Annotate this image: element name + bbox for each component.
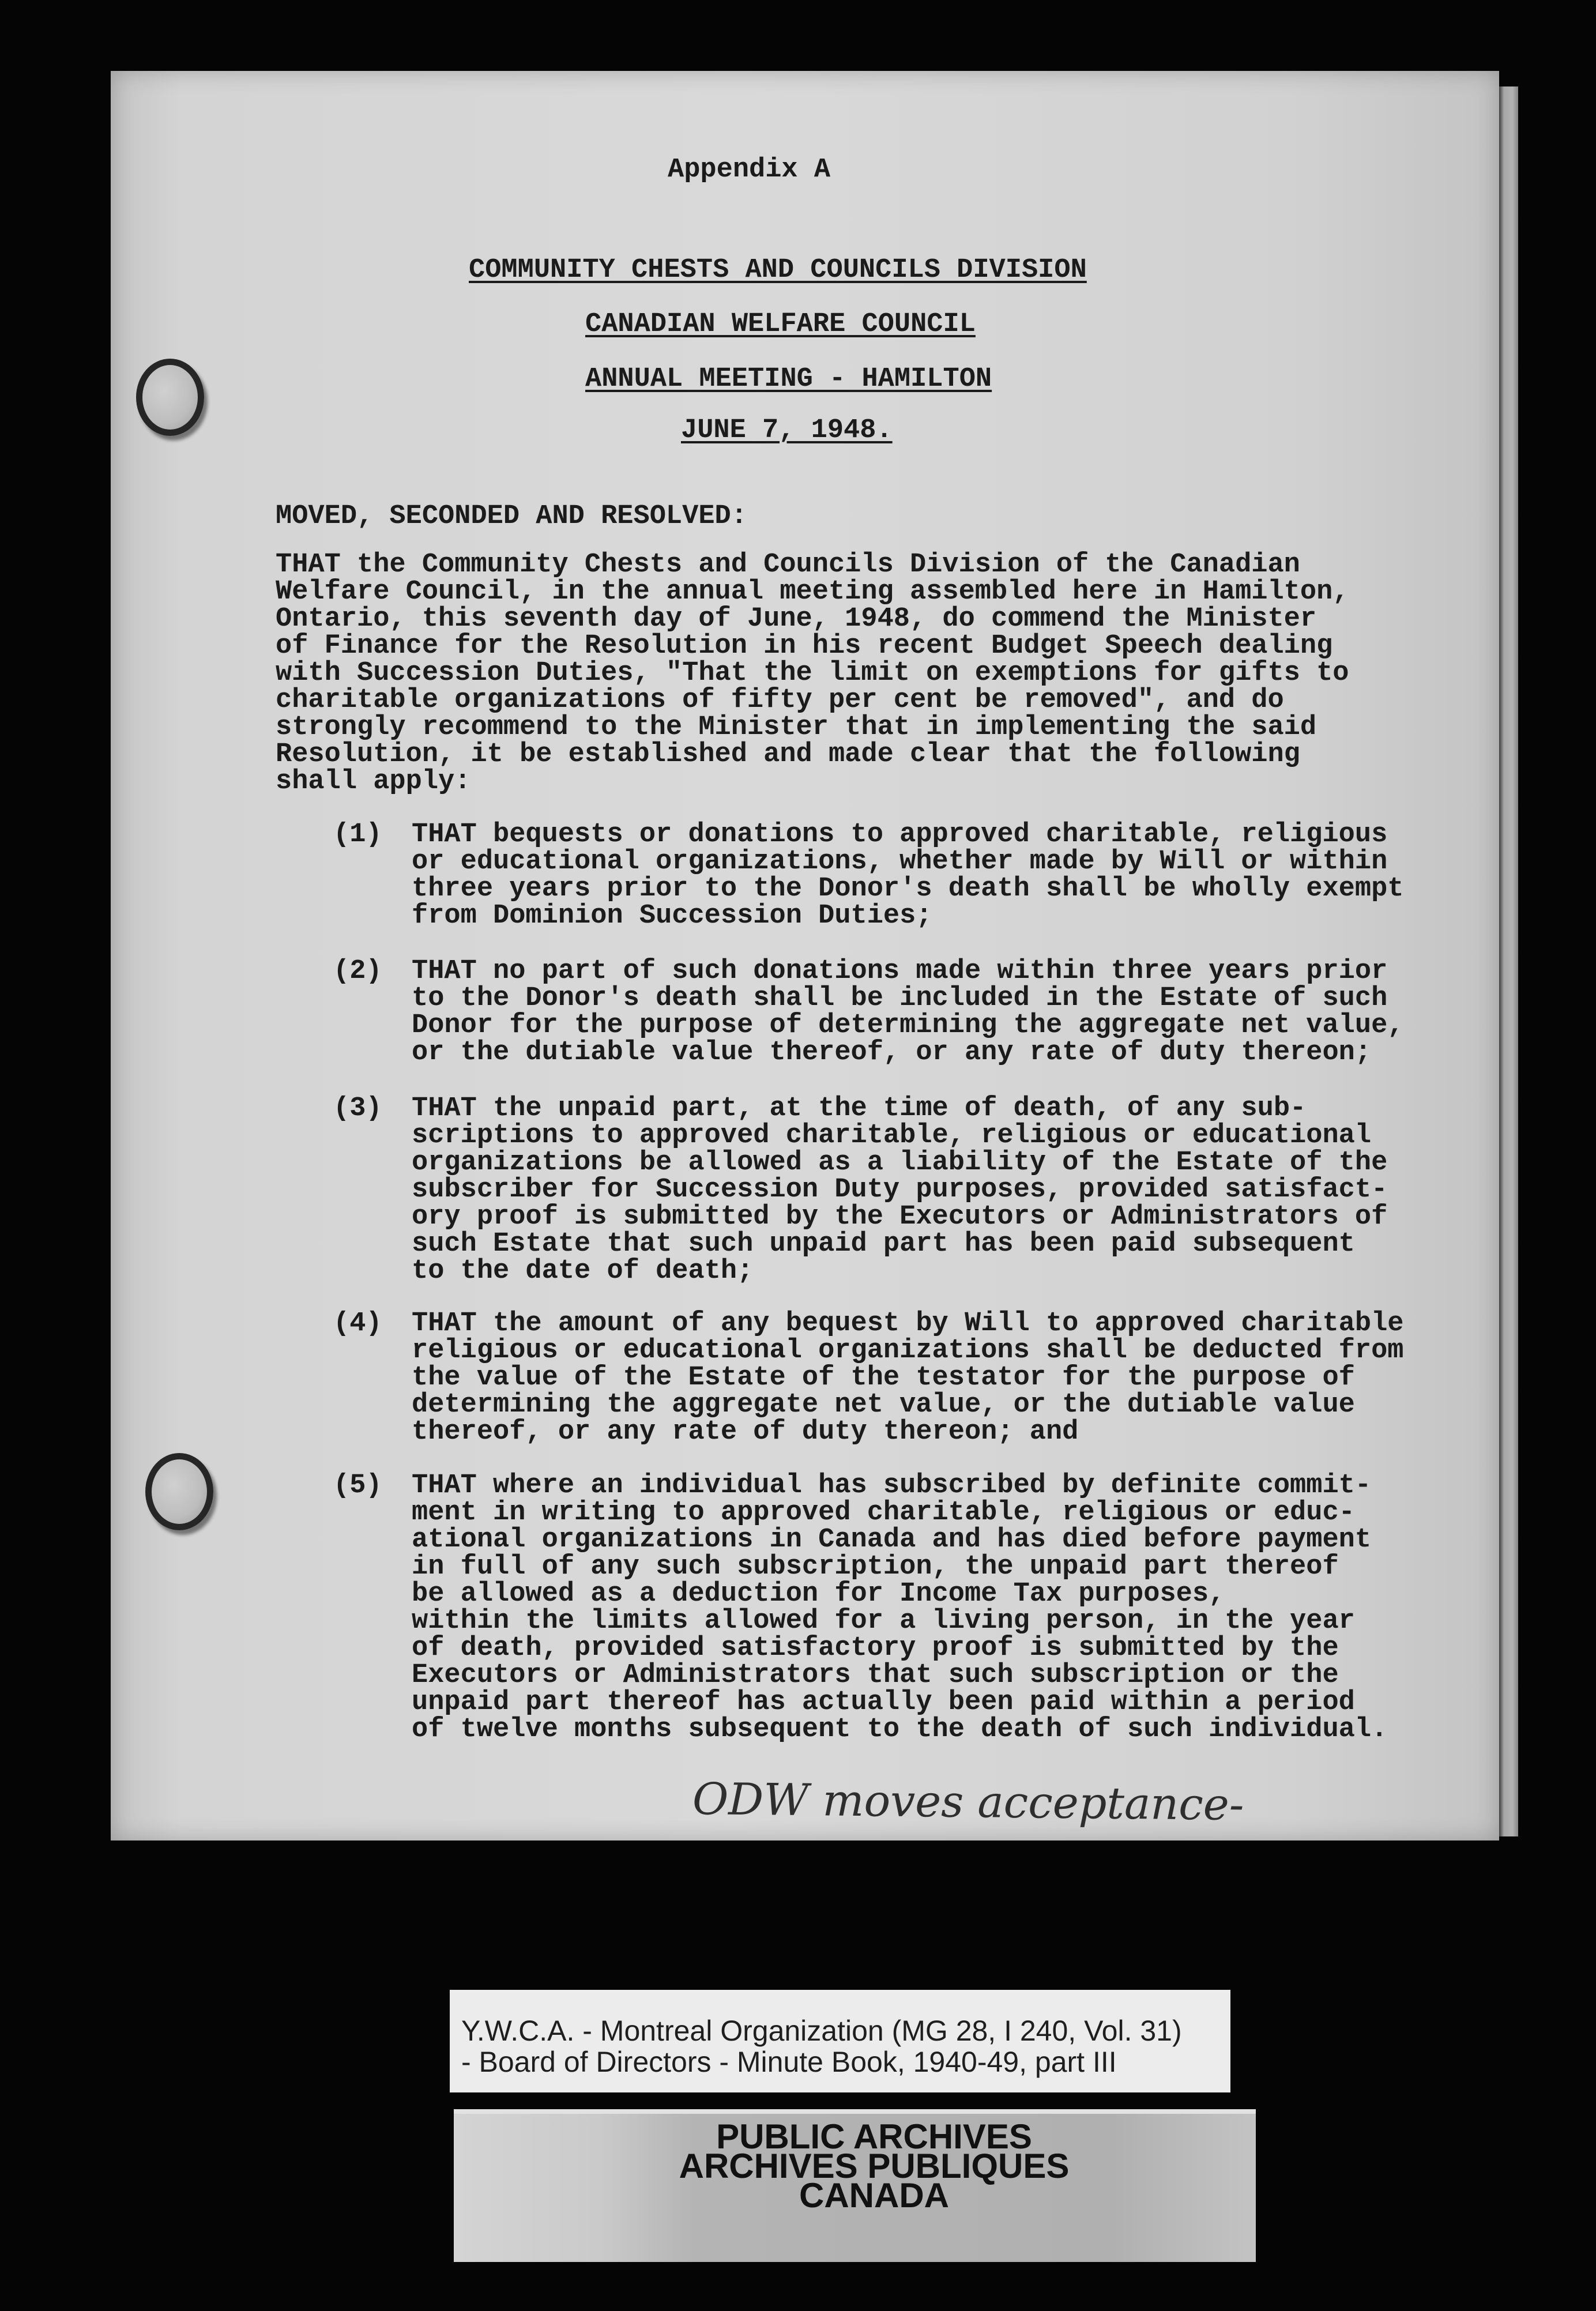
stamp-line: ARCHIVES PUBLIQUES <box>679 2147 1070 2185</box>
handwritten-note: ODW moves acceptance- <box>692 1773 1244 1831</box>
archive-reference-line: Y.W.C.A. - Montreal Organization (MG 28, I 240, Vol. 31) <box>461 2015 1182 2047</box>
item-text: THAT the unpaid part, at the time of death, of any sub- scriptions to approved charitable, religious or educational organizations be allowed as a liability of the Estate of the subscriber for Succession Duty purposes, provided satisfact- ory proof is submitted by the Executors or Administrators of such Estate that such unpaid part has been paid subsequent to the date of death; <box>412 1093 1388 1286</box>
stamp-line: CANADA <box>799 2176 949 2215</box>
item-text: THAT bequests or donations to approved charitable, religious or educational organizations, whether made by Will or within three years prior to the Donor's death shall be wholly exempt from Dominion Succession Duties; <box>412 819 1404 931</box>
binder-hole <box>136 359 204 436</box>
item-text: THAT the amount of any bequest by Will to approved charitable religious or educational organizations shall be deducted from the value of the Estate of the testator for the purpose of determining the aggregate net value, or the dutiable value thereof, or any rate of duty thereon; and <box>412 1308 1404 1447</box>
item-number: (2) <box>333 956 382 987</box>
council-title: CANADIAN WELFARE COUNCIL <box>585 309 976 340</box>
item-text: THAT where an individual has subscribed by definite commit- ment in writing to approved charitable, religious or educ- ational organizations in Canada and has died before payment in full of any such subscription, the unpaid part thereof be allowed as a deduction for Income Tax purposes, within the limits allowed for a living person, in the year of death, provided satisfactory proof is submitted by the Executors or Administrators that such subscription or the unpaid part thereof has actually been paid within a period of twelve months subsequent to the death of such individual. <box>412 1470 1388 1745</box>
item-number: (3) <box>333 1093 382 1124</box>
public-archives-card <box>454 2109 1256 2262</box>
resolution-preamble: THAT the Community Chests and Councils Division of the Canadian Welfare Council, in the annual meeting assembled here in Hamilton, Ontario, this seventh day of June, 1948, do commend the Minister of Finance for the Resolution in his recent Budget Speech dealing with Succession Duties, "That the limit on exemptions for gifts to charitable organizations of fifty per cent be removed", and do strongly recommend to the Minister that in implementing the said Resolution, it be established and made clear that the following shall apply: <box>276 549 1349 797</box>
item-text: THAT no part of such donations made within three years prior to the Donor's death shall be included in the Estate of such Donor for the purpose of determining the aggregate net value, or the dutiable value thereof, or any rate of duty thereon; <box>412 956 1404 1068</box>
division-title: COMMUNITY CHESTS AND COUNCILS DIVISION <box>469 255 1087 285</box>
motion-heading: MOVED, SECONDED AND RESOLVED: <box>276 501 747 532</box>
appendix-label: Appendix A <box>668 155 831 185</box>
meeting-title: ANNUAL MEETING - HAMILTON <box>585 364 992 394</box>
meeting-date: JUNE 7, 1948. <box>681 415 893 446</box>
archive-reference-line: - Board of Directors - Minute Book, 1940-49, part III <box>461 2046 1117 2078</box>
underlying-page-edge <box>1499 86 1518 1836</box>
item-number: (5) <box>333 1470 382 1501</box>
item-number: (4) <box>333 1308 382 1339</box>
public-archives-stamp <box>586 2117 1162 2215</box>
binder-hole <box>145 1453 213 1530</box>
item-number: (1) <box>333 819 382 850</box>
stamp-line: PUBLIC ARCHIVES <box>716 2117 1032 2156</box>
archive-reference-card <box>450 1990 1230 2092</box>
